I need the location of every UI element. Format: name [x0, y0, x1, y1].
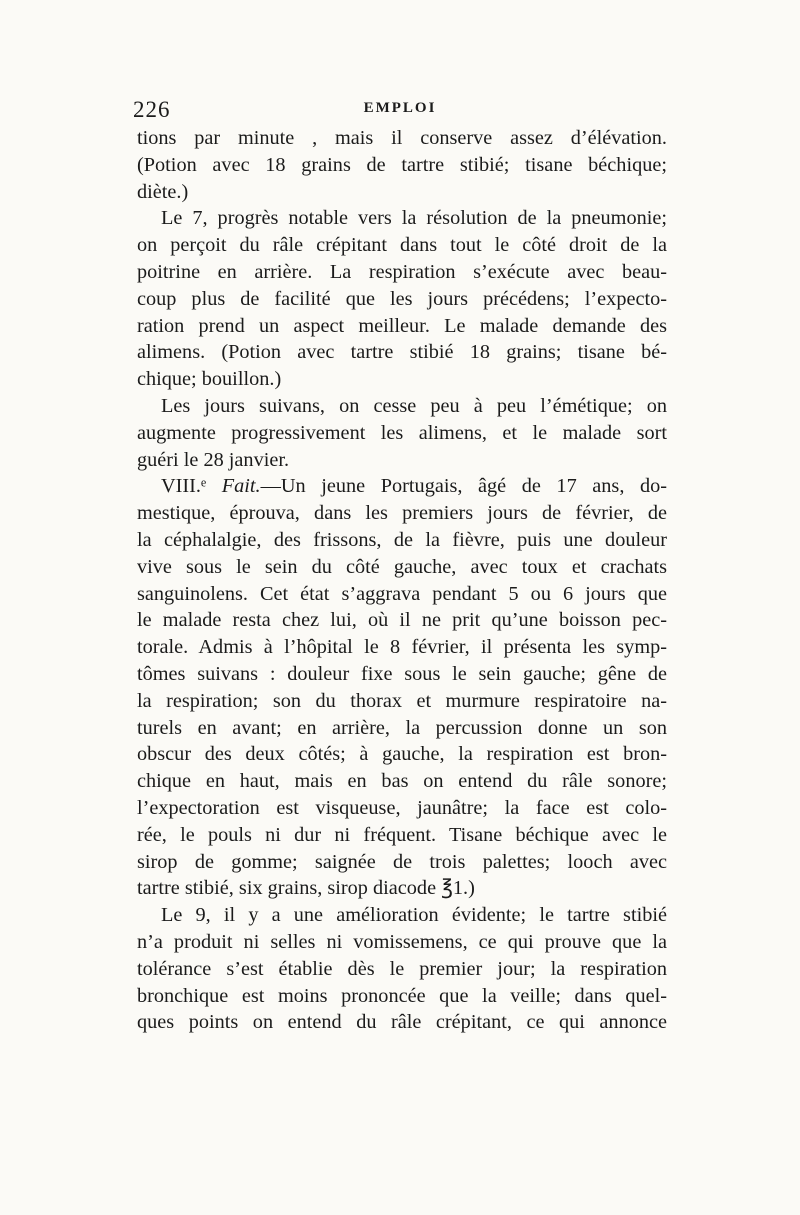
text-line: chique; bouillon.)	[137, 368, 282, 391]
text-line: augmente progressivement les alimens, et le malade sort	[137, 421, 667, 444]
text-line: tolérance s’est établie dès le premier jour; la respiration	[137, 957, 667, 980]
text-line: poitrine en arrière. La respiration s’exécute avec beau-	[137, 260, 667, 283]
text-line: mestique, éprouva, dans les premiers jours de février, de	[137, 502, 667, 525]
text-line: coup plus de facilité que les jours précédens; l’expecto-	[137, 287, 667, 310]
text-line: ques points on entend du râle crépitant, ce qui annonce	[137, 1011, 667, 1034]
page-header	[0, 97, 800, 125]
text-line: Le 7, progrès notable vers la résolution de la pneumonie;	[161, 207, 667, 230]
text-line: bronchique est moins prononcée que la veille; dans quel-	[137, 984, 667, 1007]
page-number: 226	[133, 97, 171, 122]
text-line: obscur des deux côtés; à gauche, la respiration est bron-	[137, 743, 667, 766]
text-line: sirop de gomme; saignée de trois palettes; looch avec	[137, 850, 667, 873]
text-line: tartre stibié, six grains, sirop diacode ℥1.)	[137, 877, 475, 900]
text-line: Le 9, il y a une amélioration évidente; le tartre stibié	[161, 904, 667, 927]
text-line: la respiration; son du thorax et murmure respiratoire na-	[137, 689, 667, 712]
text-line: tions par minute , mais il conserve assez d’élévation.	[137, 127, 667, 149]
section-title: Fait.	[221, 475, 261, 498]
text-line: rée, le pouls ni dur ni fréquent. Tisane béchique avec le	[137, 823, 667, 846]
text-line: turels en avant; en arrière, la percussion donne un son	[137, 716, 667, 739]
text-line: tômes suivans : douleur fixe sous le sein gauche; gêne de	[137, 662, 667, 685]
text-line: le malade resta chez lui, où il ne prit qu’une boisson pec-	[137, 609, 667, 632]
section-number: VIII.ᵉ	[161, 475, 222, 498]
text-line: ration prend un aspect meilleur. Le malade demande des	[137, 314, 667, 337]
text-line: Les jours suivans, on cesse peu à peu l’émétique; on	[161, 394, 667, 417]
text-line: alimens. (Potion avec tartre stibié 18 grains; tisane bé-	[137, 341, 667, 364]
text-line: diète.)	[137, 180, 189, 203]
text-line: torale. Admis à l’hôpital le 8 février, il présenta les symp-	[137, 636, 667, 659]
text-line	[137, 473, 667, 500]
body-text	[137, 125, 667, 1036]
text-line: on perçoit du râle crépitant dans tout le côté droit de la	[137, 234, 667, 257]
text-line: n’a produit ni selles ni vomissemens, ce qui prouve que la	[137, 930, 667, 953]
text-line: vive sous le sein du côté gauche, avec toux et crachats	[137, 555, 667, 578]
running-head: EMPLOI	[363, 100, 437, 116]
line-text: —Un jeune Portugais, âgé de 17 ans, do-	[260, 475, 667, 498]
text-line: sanguinolens. Cet état s’aggrava pendant 5 ou 6 jours que	[137, 582, 667, 605]
text-line: chique en haut, mais en bas on entend du râle sonore;	[137, 770, 667, 793]
text-line: l’expectoration est visqueuse, jaunâtre; la face est colo-	[137, 796, 667, 819]
text-line: (Potion avec 18 grains de tartre stibié; tisane béchique;	[137, 153, 667, 176]
text-line: la céphalalgie, des frissons, de la fièvre, puis une douleur	[137, 528, 667, 551]
text-line: guéri le 28 janvier.	[137, 448, 290, 471]
